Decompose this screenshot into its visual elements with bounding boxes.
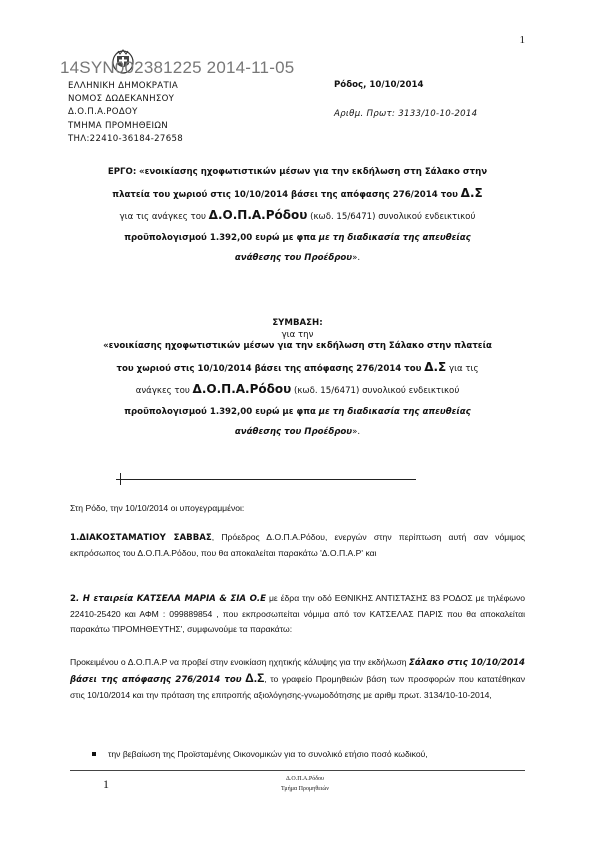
party-one-text: , Πρόεδρος Δ.Ο.Π.Α.Ρόδου, ενεργών στην περίπτωση αυτή σαν νόμιμος εκπρόσωπος του Δ.Ο.Π.Α.Ρόδου, που θα αποκαλείται παρακάτω 'Δ.Ο.Π.Α.Ρ' και — [70, 532, 525, 558]
contract-text: (κωδ. 15/6471) συνολικού ενδεικτικού — [293, 386, 460, 396]
contract-description — [70, 336, 525, 443]
bullet-item: την βεβαίωση της Προϊσταμένης Οικονομικών για το συνολικό ετήσιο ποσό κωδικού, — [108, 749, 428, 759]
subject-text: ». — [352, 253, 361, 263]
party-two-paragraph — [70, 591, 525, 637]
subject-text: πλατεία του χωριού στις 10/10/2014 βάσει της απόφασης 276/2014 του — [112, 189, 458, 200]
subject-text: Δ.Ο.Π.Α.Ρόδου — [208, 208, 308, 222]
divider-tick — [120, 473, 121, 485]
subject-text: ανάθεσης του Προέδρου — [234, 253, 353, 263]
contract-title: ΣΥΜΒΑΣΗ: — [272, 318, 323, 328]
subject-block — [70, 162, 525, 269]
page-number: 1 — [519, 34, 525, 46]
contract-text: ». — [352, 427, 361, 437]
sender-line: ΝΟΜΟΣ ΔΩΔΕΚΑΝΗΣΟΥ — [68, 94, 175, 105]
party-two-name: . Η εταιρεία ΚΑΤΣΕΛΑ ΜΑΡΙΑ & ΣΙΑ Ο.Ε — [75, 594, 267, 604]
recital-event: Σάλακο στις 10/10/2014 βάσει της απόφασης 276/2014 του — [70, 658, 526, 685]
opening-line: Στη Ρόδο, την 10/10/2014 οι υπογεγραμμένοι: — [70, 503, 245, 513]
subject-label: ΕΡΓΟ: — [107, 167, 137, 177]
subject-text: με τη διαδικασία της απευθείας — [318, 232, 471, 243]
party-two-text: με έδρα την οδό ΕΘΝΙΚΗΣ ΑΝΤΙΣΤΑΣΗΣ 83 ΡΟΔΟΣ με τηλέφωνο 22410-25420 και ΑΦΜ : 099889854 , που εκπροσωπείται νόμιμα από τον ΚΑΤΣΕΛΑΣ ΠΑΡΙΣ που θα αποκαλείται παρακάτω 'ΠΡΟΜΗΘΕΥΤΗΣ', συμφωνούμε τα παρακάτω: — [70, 593, 525, 634]
subject-text: Δ.Σ — [460, 185, 483, 200]
contract-for: για την — [281, 329, 314, 340]
recital-text: Προκειμένου ο Δ.Ο.Π.Α.Ρ να προβεί στην ενοικίαση ηχητικής κάλυψης για την εκδήλωση — [70, 657, 410, 667]
bullet-icon — [92, 752, 96, 756]
footer-dept: Τμήμα Προμηθειών — [280, 786, 329, 792]
recital-paragraph — [70, 655, 525, 703]
party-one-name: 1.ΔΙΑΚΟΣΤΑΜΑΤΙΟΥ ΣΑΒΒΑΣ — [70, 533, 212, 543]
protocol-number: Αριθμ. Πρωτ: 3133/10-10-2014 — [334, 109, 478, 119]
document-stamp: 14SYN002381225 2014-11-05 — [60, 58, 295, 77]
subject-text: για τις ανάγκες του — [119, 212, 206, 222]
place-date: Ρόδος, 10/10/2014 — [334, 80, 424, 90]
party-two-number: 2 — [70, 594, 76, 604]
party-one-paragraph — [70, 530, 525, 561]
subject-text: (κωδ. 15/6471) συνολικού ενδεικτικού — [310, 212, 476, 222]
contract-text: για τις — [448, 363, 479, 374]
footer-page-number: 1 — [103, 777, 109, 791]
subject-text: «ενοικίασης ηχοφωτιστικών μέσων για την εκδήλωση στη Σάλακο στην — [139, 167, 488, 177]
sender-line: Δ.Ο.Π.Α.ΡΟΔΟΥ — [68, 107, 138, 118]
footer-text — [240, 774, 370, 794]
sender-block — [68, 80, 183, 146]
contract-text: με τη διαδικασία της απευθείας — [318, 406, 471, 417]
sender-line: ΤΜΗΜΑ ΠΡΟΜΗΘΕΙΩΝ — [68, 120, 168, 131]
contract-text: Δ.Ο.Π.Α.Ρόδου — [192, 382, 292, 396]
contract-text: Δ.Σ — [424, 359, 447, 374]
recital-text: , το γραφείο Προμηθειών βάση των προσφορών που κατατέθηκαν στις 10/10/2014 και την πρόταση της επιτροπής αξιολόγησης-γνωμοδότησης με αριθμ πρωτ. 3134/10-10-2014, — [70, 674, 526, 700]
footer-rule — [70, 770, 525, 771]
contract-text: «ενοικίασης ηχοφωτιστικών μέσων για την εκδήλωση στη Σάλακο στην πλατεία — [103, 341, 492, 351]
footer-org: Δ.Ο.Π.Α.Ρόδου — [286, 776, 324, 782]
divider-line — [116, 479, 416, 480]
recital-ds: Δ.Σ — [245, 671, 265, 685]
subject-text: προϋπολογισμού 1.392,00 ευρώ με φπα — [124, 232, 316, 243]
sender-line: ΤΗΛ:22410-36184-27658 — [68, 133, 184, 144]
contract-text: του χωριού στις 10/10/2014 βάσει της απόφασης 276/2014 του — [116, 363, 422, 374]
contract-text: ανάγκες του — [135, 386, 190, 396]
contract-text: προϋπολογισμού 1.392,00 ευρώ με φπα — [124, 406, 316, 417]
sender-line: ΕΛΛΗΝΙΚΗ ΔΗΜΟΚΡΑΤΙΑ — [68, 81, 179, 91]
contract-text: ανάθεσης του Προέδρου — [234, 427, 353, 437]
